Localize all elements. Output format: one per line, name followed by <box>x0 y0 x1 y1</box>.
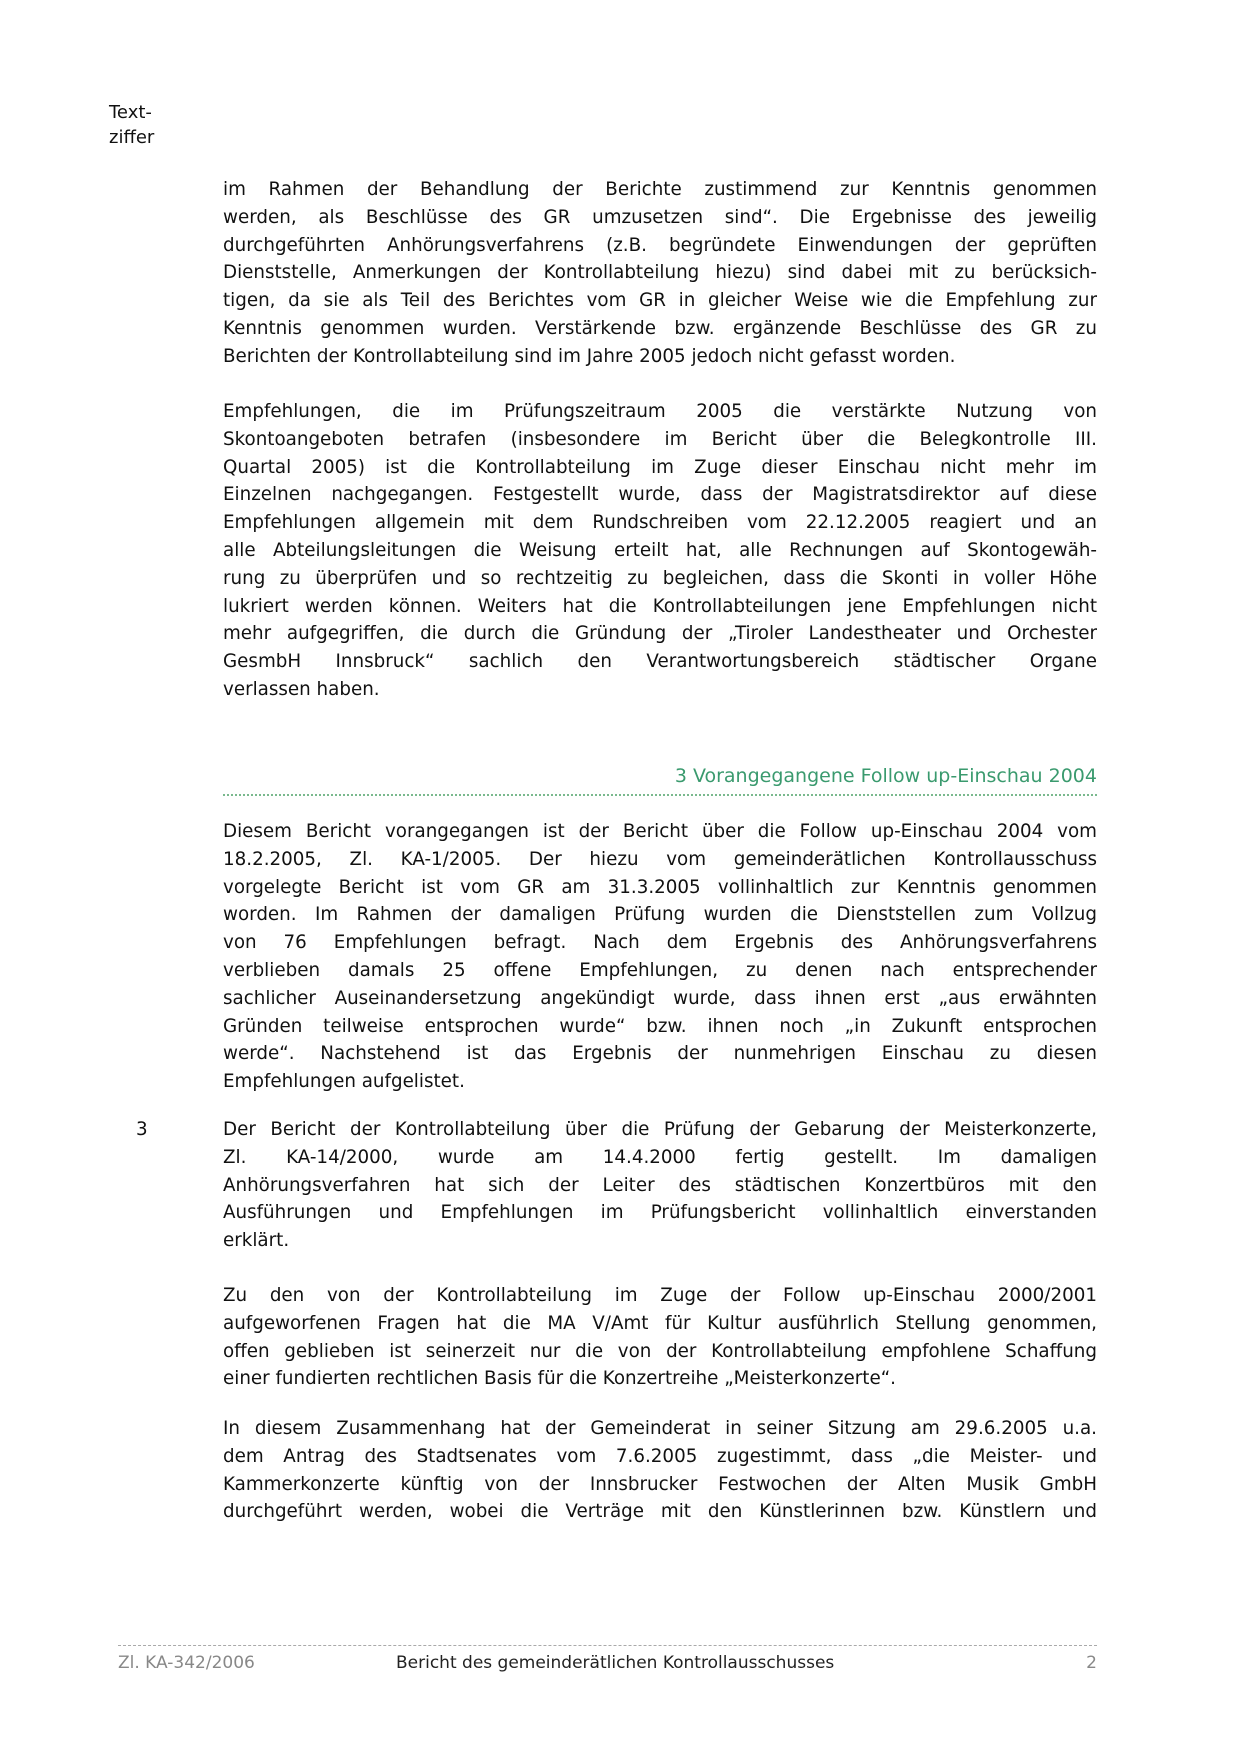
text-line: Anhörungsverfahren hat sich der Leiter des städtischen Konzertbüros mit den <box>223 1174 1097 1196</box>
heading-divider <box>223 794 1097 796</box>
margin-label-line: Text- <box>109 102 152 123</box>
text-line: dem Antrag des Stadtsenates vom 7.6.2005 zugestimmt, dass „die Meister- und <box>223 1445 1097 1467</box>
footer-divider <box>118 1645 1097 1646</box>
text-line: Kenntnis genommen wurden. Verstärkende bzw. ergänzende Beschlüsse des GR zu <box>223 317 1097 339</box>
text-line: Der Bericht der Kontrollabteilung über die Prüfung der Gebarung der Meisterkonzerte, <box>223 1119 1097 1140</box>
margin-label-line: ziffer <box>109 127 155 148</box>
text-line: Berichten der Kontrollabteilung sind im Jahre 2005 jedoch nicht gefasst worden. <box>223 345 956 367</box>
text-line: Quartal 2005) ist die Kontrollabteilung im Zuge dieser Einschau nicht mehr im <box>223 456 1097 478</box>
text-line: Zu den von der Kontrollabteilung im Zuge der Follow up-Einschau 2000/2001 <box>223 1285 1097 1306</box>
text-line: verlassen haben. <box>223 678 380 700</box>
paragraph-6 <box>223 1415 1097 1526</box>
text-line: werden, als Beschlüsse des GR umzusetzen sind“. Die Ergebnisse des jeweilig <box>223 206 1097 228</box>
text-line: worden. Im Rahmen der damaligen Prüfung wurden die Dienststellen zum Vollzug <box>223 904 1097 926</box>
text-line: In diesem Zusammenhang hat der Gemeinderat in seiner Sitzung am 29.6.2005 u.a. <box>223 1418 1097 1439</box>
text-line: Empfehlungen, die im Prüfungszeitraum 2005 die verstärkte Nutzung von <box>223 401 1097 422</box>
text-line: Skontoangeboten betrafen (insbesondere im Bericht über die Belegkontrolle III. <box>223 428 1097 450</box>
text-line: Empfehlungen aufgelistet. <box>223 1071 465 1093</box>
text-line: durchgeführten Anhörungsverfahrens (z.B. begründete Einwendungen der geprüften <box>223 234 1097 256</box>
text-line: 18.2.2005, Zl. KA-1/2005. Der hiezu vom gemeinderätlichen Kontrollausschuss <box>223 848 1097 870</box>
paragraph-3 <box>223 818 1097 1096</box>
text-line: einer fundierten rechtlichen Basis für die Konzertreihe „Meisterkonzerte“. <box>223 1368 896 1390</box>
paragraph-5 <box>223 1282 1097 1393</box>
paragraph-4 <box>223 1116 1097 1255</box>
footer-title: Bericht des gemeinderätlichen Kontrollausschusses <box>396 1653 835 1673</box>
text-line: offen geblieben ist seinerzeit nur die von der Kontrollabteilung empfohlene Schaffung <box>223 1340 1097 1362</box>
text-line: Kammerkonzerte künftig von der Innsbrucker Festwochen der Alten Musik GmbH <box>223 1473 1097 1495</box>
section-heading: 3 Vorangegangene Follow up-Einschau 2004 <box>674 765 1097 787</box>
textziffer-number: 3 <box>136 1119 148 1140</box>
text-line: sachlicher Auseinandersetzung angekündigt wurde, dass ihnen erst „aus erwähnten <box>223 987 1097 1009</box>
text-line: Dienststelle, Anmerkungen der Kontrollabteilung hiezu) sind dabei mit zu berücksich- <box>223 262 1097 284</box>
text-line: werde“. Nachstehend ist das Ergebnis der nunmehrigen Einschau zu diesen <box>223 1043 1097 1065</box>
text-line: Gründen teilweise entsprochen wurde“ bzw. ihnen noch „in Zukunft entsprochen <box>223 1015 1097 1037</box>
text-line: GesmbH Innsbruck“ sachlich den Verantwortungsbereich städtischer Organe <box>223 651 1097 673</box>
text-line: Einzelnen nachgegangen. Festgestellt wurde, dass der Magistratsdirektor auf diese <box>223 484 1097 506</box>
text-line: rung zu überprüfen und so rechtzeitig zu begleichen, dass die Skonti in voller Höhe <box>223 567 1097 589</box>
text-line: alle Abteilungsleitungen die Weisung erteilt hat, alle Rechnungen auf Skontogewäh- <box>223 539 1097 561</box>
text-line: Empfehlungen allgemein mit dem Rundschreiben vom 22.12.2005 reagiert und an <box>223 512 1097 534</box>
text-line: verblieben damals 25 offene Empfehlungen, zu denen nach entsprechender <box>223 959 1097 981</box>
footer-reference: Zl. KA-342/2006 <box>118 1653 255 1673</box>
text-line: vorgelegte Bericht ist vom GR am 31.3.2005 vollinhaltlich zur Kenntnis genommen <box>223 876 1097 898</box>
text-line: im Rahmen der Behandlung der Berichte zustimmend zur Kenntnis genommen <box>223 179 1097 200</box>
page-number: 2 <box>1086 1653 1097 1673</box>
paragraph-2 <box>223 398 1097 704</box>
text-line: mehr aufgegriffen, die durch die Gründung der „Tiroler Landestheater und Orchester <box>223 623 1097 645</box>
text-line: erklärt. <box>223 1230 290 1252</box>
text-line: Ausführungen und Empfehlungen im Prüfungsbericht vollinhaltlich einverstanden <box>223 1202 1097 1224</box>
text-line: Diesem Bericht vorangegangen ist der Bericht über die Follow up-Einschau 2004 vom <box>223 821 1097 842</box>
text-line: von 76 Empfehlungen befragt. Nach dem Ergebnis des Anhörungsverfahrens <box>223 932 1097 954</box>
text-line: lukriert werden können. Weiters hat die Kontrollabteilungen jene Empfehlungen nicht <box>223 595 1097 617</box>
text-line: durchgeführt werden, wobei die Verträge mit den Künstlerinnen bzw. Künstlern und <box>223 1501 1097 1523</box>
paragraph-1 <box>223 176 1097 371</box>
text-line: Zl. KA-14/2000, wurde am 14.4.2000 fertig gestellt. Im damaligen <box>223 1146 1097 1168</box>
text-line: tigen, da sie als Teil des Berichtes vom GR in gleicher Weise wie die Empfehlung zur <box>223 290 1097 312</box>
textziffer-column-label <box>109 100 154 150</box>
text-line: aufgeworfenen Fragen hat die MA V/Amt für Kultur ausführlich Stellung genommen, <box>223 1312 1097 1334</box>
